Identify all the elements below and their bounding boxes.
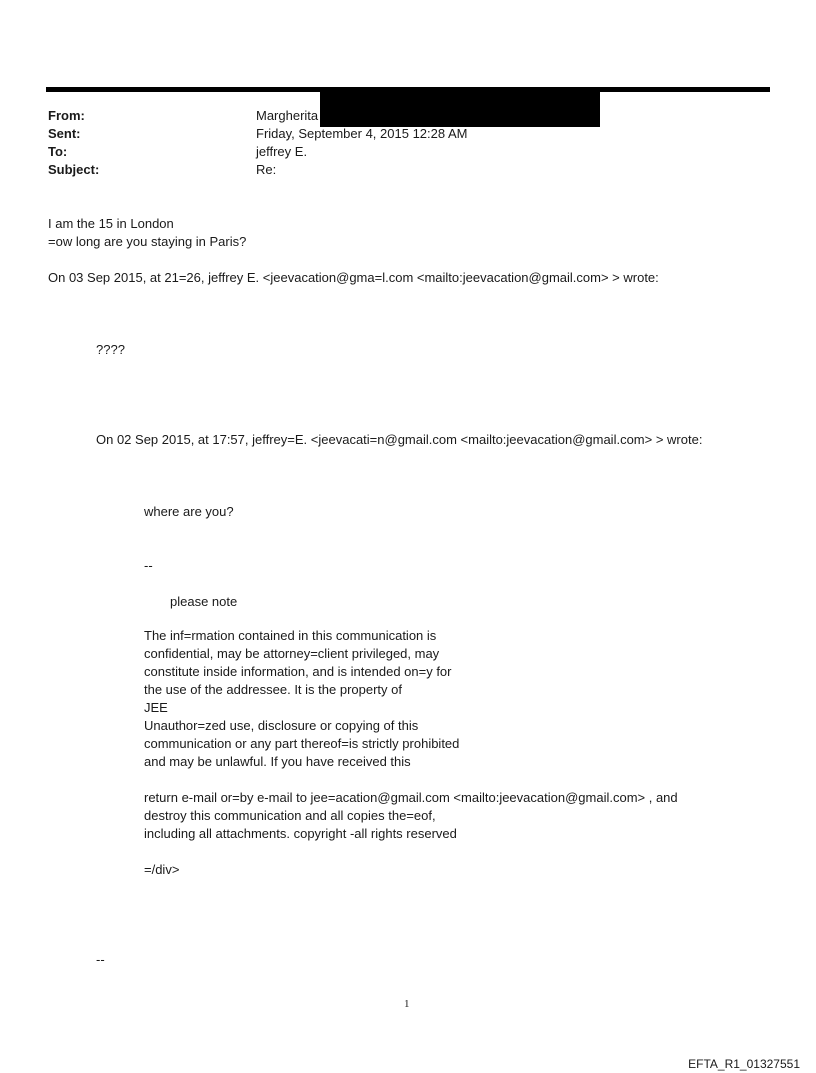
body-line-1: I am the 15 in London	[48, 216, 174, 231]
quote1-text: ????	[96, 342, 125, 357]
please-note: please note	[170, 594, 238, 609]
disclaimer-block-2	[144, 789, 678, 843]
div-close-text: =/div>	[144, 862, 180, 877]
disclaimer-line: communication or any part thereof=is strictly prohibited	[144, 736, 460, 751]
sent-label: Sent:	[48, 126, 81, 141]
sent-value: Friday, September 4, 2015 12:28 AM	[256, 126, 468, 141]
quote1-header: On 03 Sep 2015, at 21=26, jeffrey E. <jeevacation@gma=l.com <mailto:jeevacation@gmail.com> > wrote:	[48, 270, 659, 285]
to-value: jeffrey E.	[256, 144, 308, 159]
to-label: To:	[48, 144, 68, 159]
disclaimer-line: the use of the addressee. It is the property of	[144, 682, 402, 697]
subject-value: Re:	[256, 162, 277, 177]
subject-label: Subject:	[48, 162, 100, 177]
disclaimer-line: Unauthor=zed use, disclosure or copying of this	[144, 718, 419, 733]
disclaimer-line: constitute inside information, and is intended on=y for	[144, 664, 452, 679]
disclaimer-line: confidential, may be attorney=client privileged, may	[144, 646, 440, 661]
from-label: From:	[48, 108, 85, 123]
quote2-text: where are you?	[144, 504, 234, 519]
page-number: 1	[404, 998, 410, 1010]
end-dashes: --	[96, 952, 105, 967]
redaction-block	[320, 91, 600, 127]
disclaimer-line: destroy this communication and all copies the=eof,	[144, 808, 436, 823]
from-value: Margherita	[256, 108, 319, 123]
disclaimer-block	[144, 627, 459, 771]
disclaimer-line: return e-mail or=by e-mail to jee=acation@gmail.com <mailto:jeevacation@gmail.com> , and	[144, 790, 678, 805]
disclaimer-line: and may be unlawful. If you have received this	[144, 754, 411, 769]
quote2-header: On 02 Sep 2015, at 17:57, jeffrey=E. <jeevacati=n@gmail.com <mailto:jeevacation@gmail.com> > wrote:	[96, 432, 703, 447]
disclaimer-line: The inf=rmation contained in this communication is	[144, 628, 437, 643]
disclaimer-line: including all attachments. copyright -all rights reserved	[144, 826, 457, 841]
body-line-2: =ow long are you staying in Paris?	[48, 234, 247, 249]
document-id: EFTA_R1_01327551	[688, 1057, 800, 1071]
disclaimer-line: JEE	[144, 700, 168, 715]
signature-dashes: --	[144, 558, 153, 573]
